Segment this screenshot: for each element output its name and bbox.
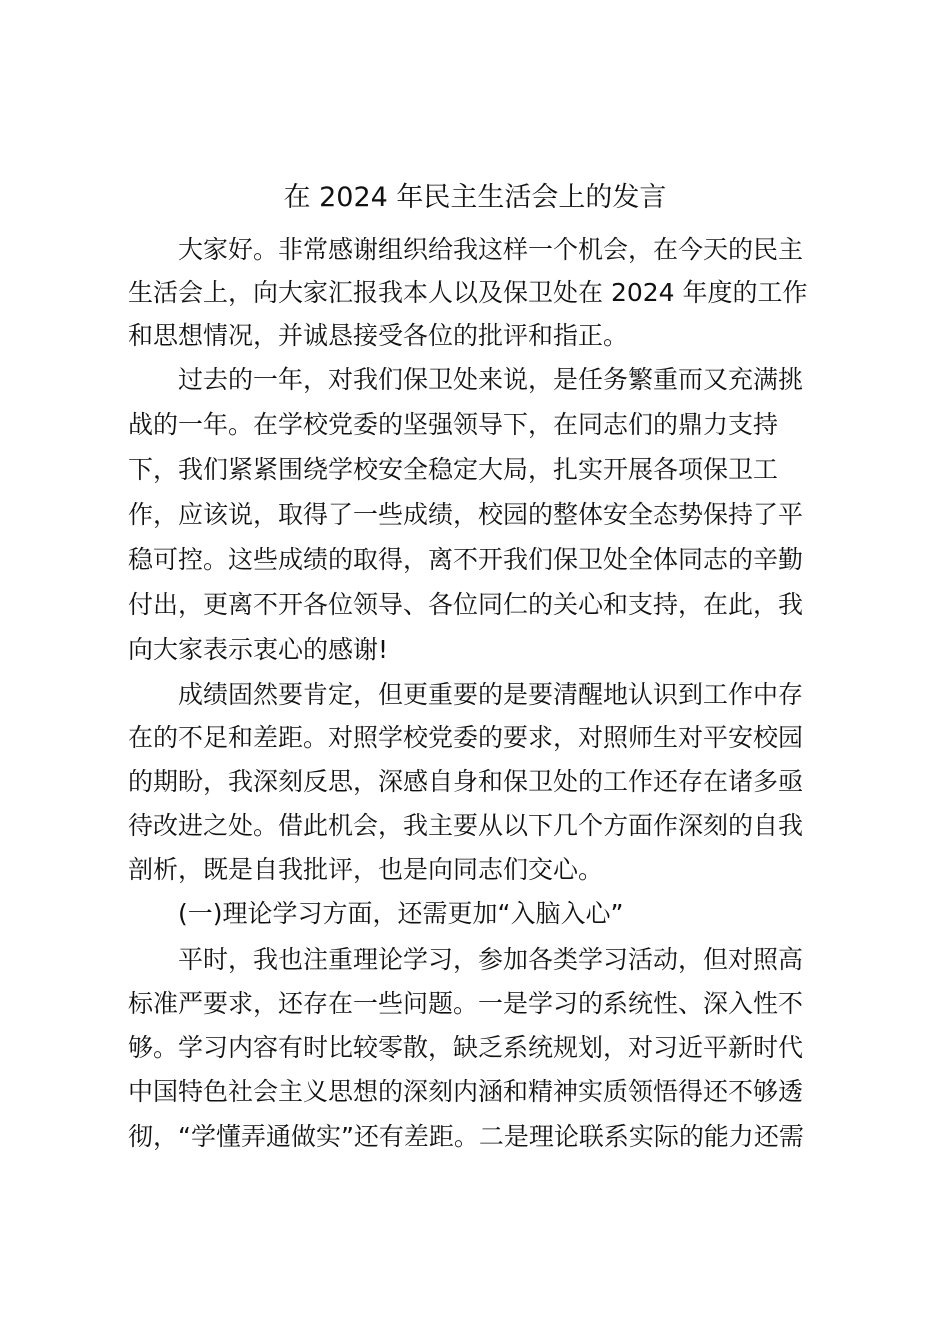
paragraph-line: 稳可控。这些成绩的取得，离不开我们保卫处全体同志的辛勤 <box>128 545 804 574</box>
document-title: 在 2024 年民主生活会上的发言 <box>283 182 667 213</box>
paragraph-line: 生活会上，向大家汇报我本人以及保卫处在 2024 年度的工作 <box>128 278 808 307</box>
paragraph-line: 够。学习内容有时比较零散，缺乏系统规划，对习近平新时代 <box>128 1033 804 1062</box>
paragraph-line: 付出，更离不开各位领导、各位同仁的关心和支持，在此，我 <box>128 590 804 619</box>
paragraph-line: 大家好。非常感谢组织给我这样一个机会，在今天的民主 <box>178 235 804 264</box>
paragraph-line: 彻，“学懂弄通做实”还有差距。二是理论联系实际的能力还需 <box>128 1122 804 1151</box>
paragraph-line: 待改进之处。借此机会，我主要从以下几个方面作深刻的自我 <box>128 811 804 840</box>
paragraph-line: 作，应该说，取得了一些成绩，校园的整体安全态势保持了平 <box>128 500 804 529</box>
paragraph-line: 标准严要求，还存在一些问题。一是学习的系统性、深入性不 <box>128 989 804 1018</box>
paragraph-line: 成绩固然要肯定，但更重要的是要清醒地认识到工作中存 <box>178 680 804 709</box>
paragraph-line: 中国特色社会主义思想的深刻内涵和精神实质领悟得还不够透 <box>128 1077 804 1106</box>
paragraph-line: 在的不足和差距。对照学校党委的要求，对照师生对平安校园 <box>128 723 804 752</box>
paragraph-line: 平时，我也注重理论学习，参加各类学习活动，但对照高 <box>178 945 804 974</box>
paragraph-line: 的期盼，我深刻反思，深感自身和保卫处的工作还存在诸多亟 <box>128 767 804 796</box>
paragraph-line: 下，我们紧紧围绕学校安全稳定大局，扎实开展各项保卫工 <box>128 455 779 484</box>
paragraph-line: 战的一年。在学校党委的坚强领导下，在同志们的鼎力支持 <box>128 410 779 439</box>
section-heading: (一)理论学习方面，还需更加“入脑入心” <box>178 899 624 928</box>
paragraph-line: 过去的一年，对我们保卫处来说，是任务繁重而又充满挑 <box>178 365 804 394</box>
paragraph-line: 向大家表示衷心的感谢! <box>128 635 389 664</box>
paragraph-line: 和思想情况，并诚恳接受各位的批评和指正。 <box>128 321 629 350</box>
paragraph-line: 剖析，既是自我批评，也是向同志们交心。 <box>128 855 604 884</box>
